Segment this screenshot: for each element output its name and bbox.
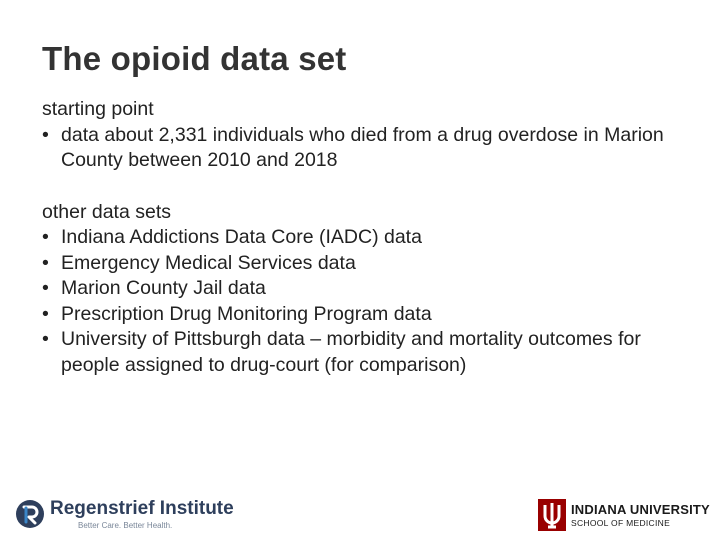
bullet-icon: • <box>42 328 49 350</box>
regenstrief-logo-icon <box>14 498 46 530</box>
iu-name: INDIANA UNIVERSITY <box>571 502 710 517</box>
bullet-icon: • <box>42 277 49 299</box>
bullet-text: Indiana Addictions Data Core (IADC) data <box>61 226 422 248</box>
bullet-icon: • <box>42 251 49 274</box>
slide-body <box>42 97 702 378</box>
iu-logo <box>538 497 708 533</box>
regenstrief-logo <box>14 494 244 534</box>
list-item <box>42 123 702 174</box>
bullet-text: Prescription Drug Monitoring Program data <box>61 302 432 325</box>
list-item <box>42 225 702 251</box>
list-item <box>42 276 702 302</box>
regenstrief-tagline: Better Care. Better Health. <box>78 521 173 530</box>
bullet-icon: • <box>42 302 49 325</box>
bullet-text: University of Pittsburgh data – morbidity and mortality outcomes for people assigned to drug-court (for comparison) <box>61 328 641 376</box>
section-heading-starting-point: starting point <box>42 98 154 120</box>
list-item <box>42 327 702 378</box>
regenstrief-name: Regenstrief Institute <box>50 498 234 519</box>
section-heading-other-data-sets: other data sets <box>42 200 171 223</box>
bullet-icon: • <box>42 123 49 146</box>
bullet-text: data about 2,331 individuals who died from a drug overdose in Marion County between 2010 and 2018 <box>61 123 664 171</box>
bullet-icon: • <box>42 226 49 248</box>
iu-trident-icon <box>538 499 566 531</box>
bullet-text: Marion County Jail data <box>61 277 266 299</box>
slide-title: The opioid data set <box>42 40 347 77</box>
iu-school: SCHOOL OF MEDICINE <box>571 518 671 528</box>
bullet-text: Emergency Medical Services data <box>61 251 356 274</box>
list-item <box>42 251 702 277</box>
list-item <box>42 302 702 328</box>
